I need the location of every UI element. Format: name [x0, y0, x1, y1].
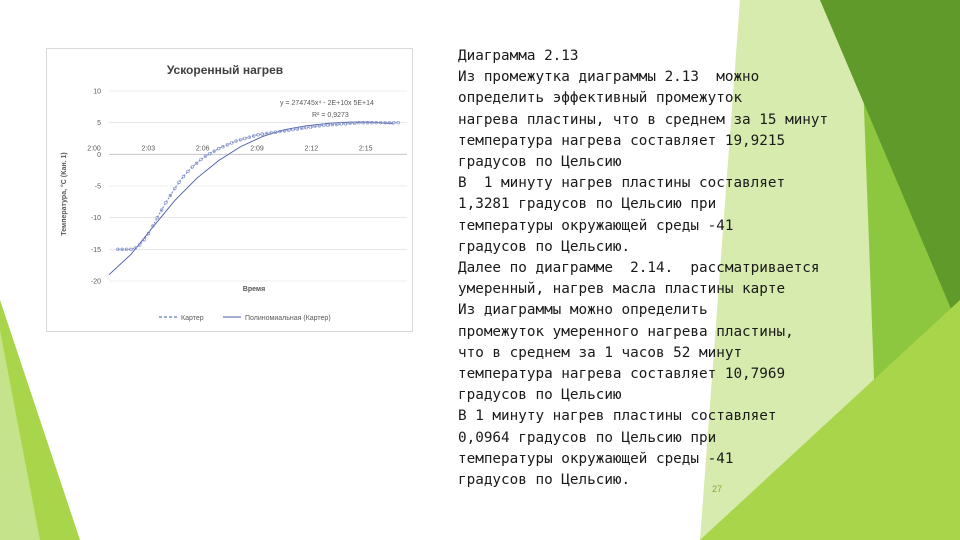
r-squared-label: R² = 0,9273: [312, 112, 349, 119]
gridlines: [109, 91, 407, 281]
axes: [87, 89, 407, 286]
series-layer: [109, 121, 400, 274]
text-line: В 1 минуту нагрев пластины составляет: [458, 408, 777, 425]
x-tick-label: 2:12: [304, 145, 319, 153]
x-tick-label: 2:06: [195, 145, 210, 153]
x-tick-label: 2:09: [250, 145, 264, 153]
text-line: градусов по Цельсию: [458, 154, 622, 171]
text-line: 1,3281 градусов по Цельсию при: [458, 196, 717, 213]
y-tick-label: -10: [90, 215, 101, 223]
chart-card: [46, 48, 413, 332]
text-line: определить эффективный промежуток: [458, 90, 743, 107]
text-line: температура нагрева составляет 19,9215: [458, 132, 786, 149]
text-line: Из промежутка диаграммы 2.13 можно: [458, 69, 760, 86]
text-line: В 1 минуту нагрев пластины составляет: [458, 175, 786, 192]
text-line: 0,0964 градусов по Цельсию при: [458, 429, 717, 446]
y-axis-title: Температура, °С (Кан. 1): [61, 152, 68, 236]
text-line: температуры окружающей среды -41: [458, 217, 734, 234]
text-line: промежуток умеренного нагрева пластины,: [458, 323, 794, 340]
text-line: температуры окружающей среды -41: [458, 450, 734, 467]
x-axis-title: Время: [242, 286, 266, 293]
text-line: градусов по Цельсию: [458, 387, 622, 404]
text-line: градусов по Цельсию.: [458, 238, 631, 255]
text-line: Из диаграммы можно определить: [458, 302, 708, 319]
chart: [47, 49, 412, 331]
legend-label-poly: Полиномиальная (Картер): [245, 315, 331, 322]
y-tick-label: 0: [97, 151, 101, 159]
data-point: [182, 175, 185, 178]
page-number: 27: [712, 484, 723, 494]
text-line: Далее по диаграмме 2.14. рассматривается: [458, 260, 820, 277]
slide-text: [458, 46, 858, 491]
text-line: нагрева пластины, что в среднем за 15 минут: [458, 111, 829, 128]
y-tick-label: 10: [93, 88, 101, 96]
legend: [159, 315, 331, 322]
y-tick-label: -20: [90, 278, 101, 286]
text-line: что в среднем за 1 часов 52 минут: [458, 344, 743, 361]
x-tick-label: 2:03: [141, 145, 156, 153]
trend-equation: y = 274745x⁴ - 2E+10x 5E+14: [280, 100, 374, 107]
y-tick-label: -5: [94, 183, 101, 191]
text-line: умеренный, нагрев масла пластины карте: [458, 281, 786, 298]
text-line: градусов по Цельсию.: [458, 472, 631, 489]
data-point: [186, 170, 189, 173]
text-line: Диаграмма 2.13: [458, 48, 579, 64]
x-tick-label: 2:00: [87, 145, 101, 153]
legend-label-carter: Картер: [181, 315, 204, 322]
y-tick-label: 5: [97, 120, 101, 128]
y-tick-label: -15: [90, 246, 101, 254]
x-tick-label: 2:15: [358, 145, 373, 153]
chart-title: Ускоренный нагрев: [166, 63, 284, 77]
text-line: температура нагрева составляет 10,7969: [458, 366, 786, 383]
